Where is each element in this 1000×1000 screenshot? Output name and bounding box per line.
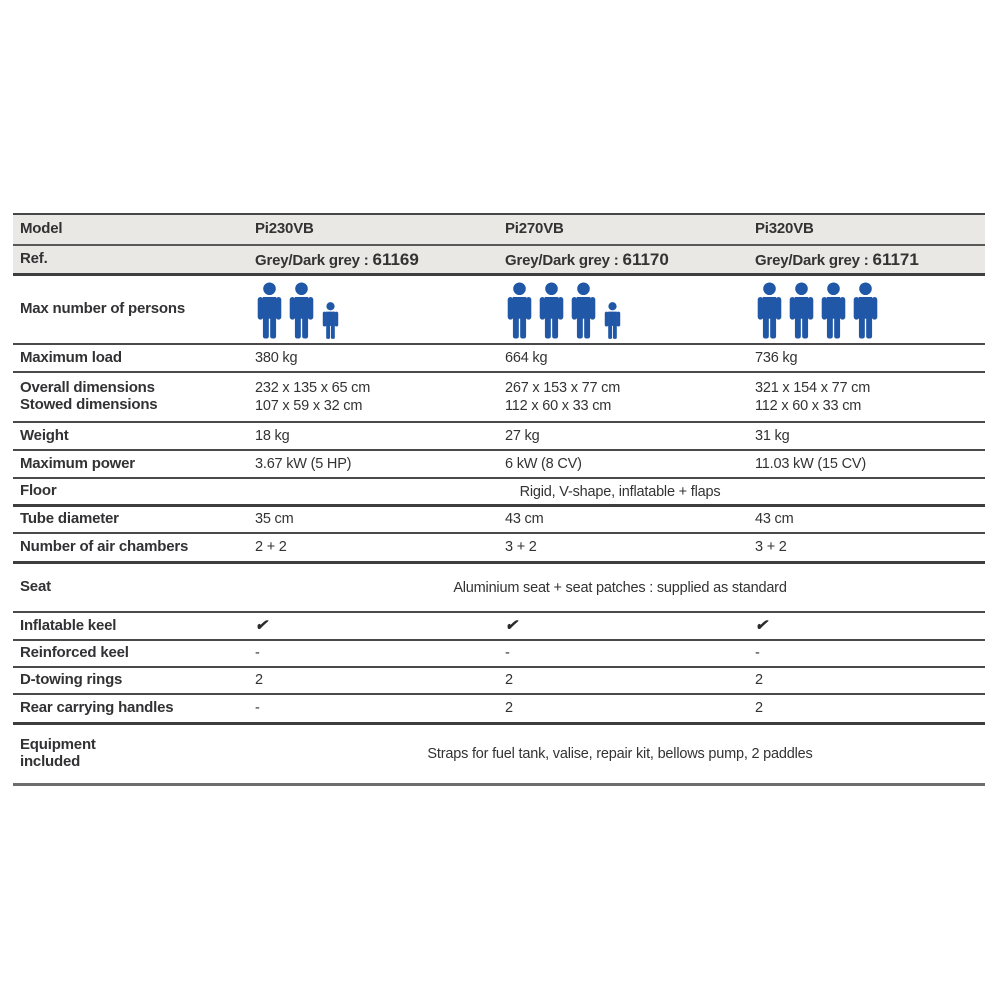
- overall-dimensions-label: Overall dimensions: [20, 379, 155, 397]
- row-ref: [13, 244, 985, 273]
- inflatable-keel-check-2: ✔: [505, 616, 518, 634]
- stowed-dimensions-value: 112 x 60 x 33 cm: [755, 398, 862, 414]
- ref-number: 61171: [872, 249, 919, 269]
- floor-value: Rigid, V-shape, inflatable + flaps: [519, 483, 721, 500]
- ref-value-2: [505, 249, 755, 271]
- row-label-d-towing-rings: D-towing rings: [20, 671, 123, 689]
- rear-handles-value-2: 2: [505, 700, 513, 717]
- rear-handles-value-3: 2: [755, 700, 763, 717]
- ref-value-3: [755, 249, 985, 271]
- max-load-value-1: 380 kg: [255, 349, 298, 366]
- row-label-max-power: Maximum power: [20, 454, 135, 472]
- adult-person-icon: [287, 282, 316, 339]
- equipment-label-line1: Equipment: [20, 736, 96, 754]
- air-chambers-value-2: 3 + 2: [505, 539, 537, 556]
- adult-person-icon: [787, 282, 816, 339]
- row-seat: [13, 561, 985, 611]
- d-towing-rings-value-2: 2: [505, 672, 513, 689]
- row-label-model: Model: [20, 220, 63, 238]
- row-label-air-chambers: Number of air chambers: [20, 538, 189, 556]
- equipment-label-line2: included: [20, 753, 81, 770]
- row-dimensions: [13, 371, 985, 421]
- ref-color-label: Grey/Dark grey :: [505, 251, 619, 269]
- child-person-icon: [603, 302, 622, 339]
- dimensions-value-1: [255, 379, 505, 415]
- row-air-chambers: [13, 532, 985, 561]
- weight-value-2: 27 kg: [505, 427, 540, 444]
- row-weight: [13, 421, 985, 449]
- stowed-dimensions-label: Stowed dimensions: [20, 396, 158, 413]
- row-label-max-persons: Max number of persons: [20, 300, 185, 318]
- row-label-equipment: [13, 737, 255, 771]
- row-label-inflatable-keel: Inflatable keel: [20, 616, 117, 634]
- overall-dimensions-value: 267 x 153 x 77 cm: [505, 379, 621, 396]
- row-label-reinforced-keel: Reinforced keel: [20, 644, 129, 662]
- air-chambers-value-1: 2 + 2: [255, 539, 287, 556]
- max-power-value-1: 3.67 kW (5 HP): [255, 455, 352, 472]
- stowed-dimensions-value: 107 x 59 x 32 cm: [255, 398, 363, 414]
- weight-value-3: 31 kg: [755, 427, 790, 444]
- d-towing-rings-value-1: 2: [255, 672, 263, 689]
- reinforced-keel-value-2: -: [505, 645, 510, 662]
- row-label-dimensions: [13, 380, 255, 414]
- adult-person-icon: [537, 282, 566, 339]
- inflatable-keel-check-3: ✔: [755, 616, 768, 634]
- dimensions-value-3: [755, 379, 985, 415]
- row-d-towing-rings: [13, 666, 985, 693]
- row-inflatable-keel: [13, 611, 985, 639]
- ref-color-label: Grey/Dark grey :: [755, 251, 869, 269]
- adult-person-icon: [851, 282, 880, 339]
- overall-dimensions-value: 232 x 135 x 65 cm: [255, 379, 371, 396]
- equipment-value: Straps for fuel tank, valise, repair kit, bellows pump, 2 paddles: [427, 746, 813, 762]
- adult-person-icon: [255, 282, 284, 339]
- row-label-max-load: Maximum load: [20, 348, 122, 366]
- tube-diameter-value-1: 35 cm: [255, 511, 294, 528]
- ref-number: 61169: [372, 249, 419, 269]
- seat-value: Aluminium seat + seat patches : supplied as standard: [453, 579, 787, 596]
- reinforced-keel-value-3: -: [755, 645, 760, 662]
- row-max-power: [13, 449, 985, 477]
- ref-color-label: Grey/Dark grey :: [255, 251, 369, 269]
- row-reinforced-keel: [13, 639, 985, 666]
- max-load-value-2: 664 kg: [505, 349, 548, 366]
- max-load-value-3: 736 kg: [755, 349, 798, 366]
- rear-handles-value-1: -: [255, 700, 260, 717]
- stowed-dimensions-value: 112 x 60 x 33 cm: [505, 398, 612, 414]
- row-max-load: [13, 343, 985, 371]
- d-towing-rings-value-3: 2: [755, 672, 763, 689]
- reinforced-keel-value-1: -: [255, 645, 260, 662]
- row-rear-handles: [13, 693, 985, 722]
- adult-person-icon: [505, 282, 534, 339]
- row-label-rear-handles: Rear carrying handles: [20, 699, 174, 717]
- adult-person-icon: [755, 282, 784, 339]
- row-label-ref: Ref.: [20, 250, 48, 268]
- child-person-icon: [321, 302, 340, 339]
- adult-person-icon: [569, 282, 598, 339]
- row-label-tube-diameter: Tube diameter: [20, 510, 119, 528]
- max-power-value-2: 6 kW (8 CV): [505, 455, 582, 472]
- model-value-2: Pi270VB: [505, 220, 564, 238]
- weight-value-1: 18 kg: [255, 427, 290, 444]
- row-label-weight: Weight: [20, 426, 69, 444]
- row-model: [13, 215, 985, 244]
- dimensions-value-2: [505, 379, 755, 415]
- row-floor: [13, 477, 985, 504]
- persons-icons-2: [505, 276, 755, 343]
- air-chambers-value-3: 3 + 2: [755, 539, 787, 556]
- overall-dimensions-value: 321 x 154 x 77 cm: [755, 379, 871, 396]
- row-label-floor: Floor: [20, 482, 57, 500]
- ref-number: 61170: [622, 249, 669, 269]
- row-equipment: [13, 722, 985, 783]
- boat-spec-table: [13, 213, 985, 786]
- persons-icons-3: [755, 276, 985, 343]
- row-label-seat: Seat: [20, 578, 51, 596]
- persons-icons-1: [255, 276, 505, 343]
- ref-value-1: [255, 249, 505, 271]
- row-tube-diameter: [13, 504, 985, 532]
- model-value-1: Pi230VB: [255, 220, 314, 238]
- inflatable-keel-check-1: ✔: [255, 616, 268, 634]
- tube-diameter-value-3: 43 cm: [755, 511, 794, 528]
- tube-diameter-value-2: 43 cm: [505, 511, 544, 528]
- row-max-persons: [13, 273, 985, 343]
- model-value-3: Pi320VB: [755, 220, 814, 238]
- adult-person-icon: [819, 282, 848, 339]
- max-power-value-3: 11.03 kW (15 CV): [755, 455, 866, 472]
